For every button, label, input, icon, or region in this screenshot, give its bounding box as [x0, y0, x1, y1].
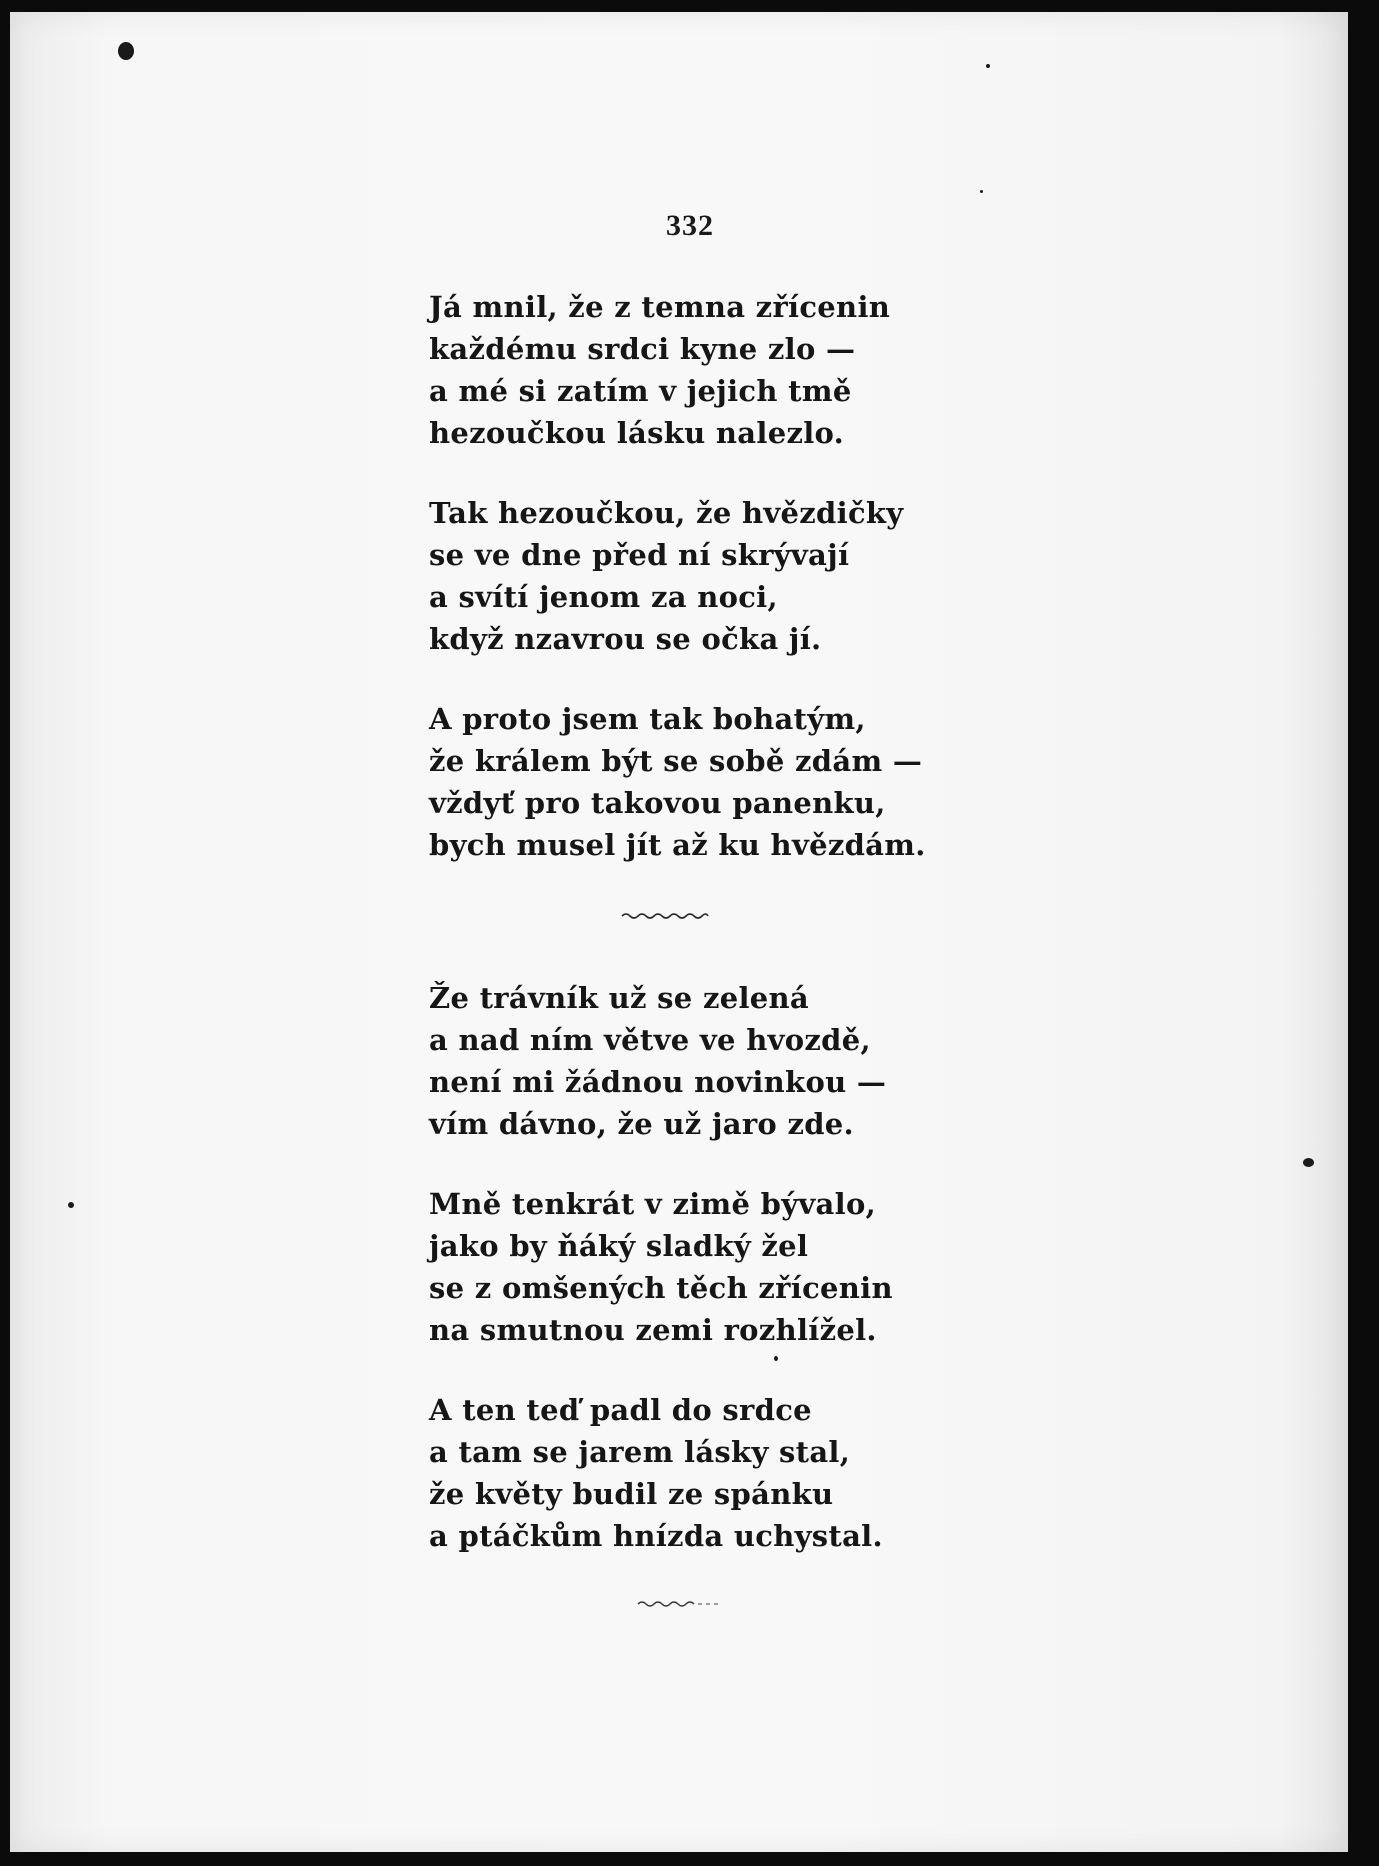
verse-line: vím dávno, že už jaro zde. [429, 1107, 854, 1141]
verse-line: Tak hezoučkou, že hvězdičky [429, 496, 904, 530]
verse-line: na smutnou zemi rozhlížel. [429, 1313, 877, 1347]
stanza [429, 977, 969, 1145]
verse-line: Já mnil, že z temna zřícenin [429, 290, 891, 324]
verse-line: hezoučkou lásku nalezlo. [429, 416, 845, 450]
ink-speck [986, 64, 990, 68]
verse-line: že králem být se sobě zdám — [429, 744, 923, 778]
ink-speck [68, 1202, 74, 1208]
page-number: 332 [666, 209, 714, 242]
verse-line: se z omšených těch zřícenin [429, 1271, 893, 1305]
book-page [10, 12, 1348, 1852]
verse-line: není mi žádnou novinkou — [429, 1065, 887, 1099]
stanza [429, 286, 969, 454]
verse-line: Že trávník už se zelená [429, 981, 810, 1015]
ink-speck [1303, 1158, 1314, 1167]
stanza [429, 698, 969, 866]
verse-line: se ve dne před ní skrývají [429, 538, 850, 572]
verse-line: jako by ňáký sladký žel [429, 1229, 809, 1263]
stanza [429, 492, 969, 660]
stanza [429, 1183, 969, 1351]
verse-line: A proto jsem tak bohatým, [429, 702, 866, 736]
verse-line: každému srdci kyne zlo — [429, 332, 856, 366]
ink-speck [980, 190, 983, 193]
verse-line: a tam se jarem lásky stal, [429, 1435, 851, 1469]
ornamental-divider [636, 1598, 726, 1608]
verse-line: A ten teď padl do srdce [429, 1393, 812, 1427]
verse-line: když nzavrou se očka jí. [429, 622, 822, 656]
verse-line: že květy budil ze spánku [429, 1477, 834, 1511]
verse-line: a ptáčkům hnízda uchystal. [429, 1519, 883, 1553]
verse-line: a mé si zatím v jejich tmě [429, 374, 852, 408]
poem-two [429, 977, 969, 1595]
ornamental-divider [620, 910, 710, 920]
verse-line: bych musel jít až ku hvězdám. [429, 828, 926, 862]
ink-speck [118, 42, 134, 60]
verse-line: a svítí jenom za noci, [429, 580, 778, 614]
verse-line: a nad ním větve ve hvozdě, [429, 1023, 871, 1057]
poem-one [429, 286, 969, 904]
verse-line: vždyť pro takovou panenku, [429, 786, 886, 820]
stanza [429, 1389, 969, 1557]
verse-line: Mně tenkrát v zimě bývalo, [429, 1187, 877, 1221]
